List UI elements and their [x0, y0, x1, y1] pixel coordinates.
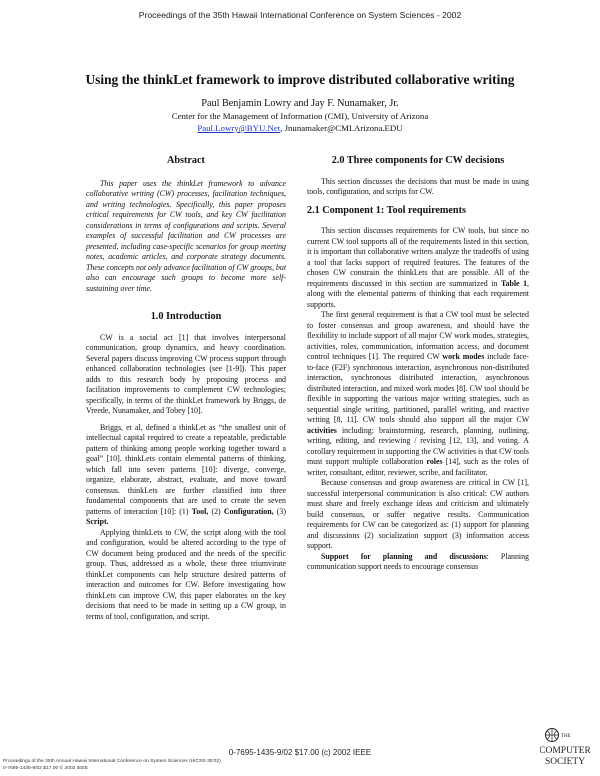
section-2-1-paragraph-1: This section discusses requirements for CW tools, but since no current CW tool supports all of the requirements listed in this section, it is important that collaborative writers analyze the tradeoffs of using a tool that lacks support of required features. The features of the chosen CW constrain the thinkLets that are possible. All of the requirements discussed in this section are summarized in Table 1, along with the elemental patterns of thinking that each requirement supports.	[307, 226, 530, 309]
term-script: Script.	[86, 517, 109, 526]
section-2-heading: 2.0 Three components for CW decisions	[331, 155, 505, 166]
authors: Paul Benjamin Lowry and Jay F. Nunamaker, Jr.	[201, 98, 399, 109]
footer-line-1: Proceedings of the 35th Annual Hawaii International Conference on System Sciences (HICSS-35’02)	[3, 759, 221, 764]
intro-heading: 1.0 Introduction	[150, 311, 222, 322]
term-configuration: Configuration,	[223, 506, 274, 516]
logo-computer: COMPUTER	[540, 746, 590, 756]
footer-copyright: 0-7695-1435-9/02 $17.00 (c) 2002 IEEE	[228, 748, 372, 757]
email-separator: ,	[280, 123, 285, 133]
section-2-paragraph-1: This section discusses the decisions that must be made in using tools, configuration, and scripts for CW.	[307, 176, 529, 196]
term-work-modes: work modes	[442, 352, 485, 361]
logo-the: THE	[561, 734, 571, 739]
footer-line-2: 0-7695-1435-9/02 $17.00 © 2002 IEEE	[3, 765, 88, 771]
section-2-1-paragraph-3: Because consensus and group awareness are critical in CW [1], successful interpersonal communication is also critical: CW authors must share and freely exchange ideas and criticism and ultimately build consensus, or suffer negative results. Communication requirements for CW can be categorized as: (1) support for planning and discussions (2) socialization support (3) information access support.	[307, 478, 529, 550]
abstract-text: This paper uses the thinkLet framework to advance collaborative writing (CW) processes, facilitation techniques, and writing technologies. Specifically, this paper proposes critical requirements for CW tools, and key CW facilitation considerations in terms of configurations and scripts. Several examples of successful facilitation and CW processes are presented, including case-specific scenarios for group meeting notes, academic articles, and corporate strategy documents. These concepts not only advance facilitation of CW groups, but also can encourage such groups to become more self-sustaining over time.	[86, 178, 287, 293]
section-2-1-paragraph-2: The first general requirement is that a CW tool must be selected to foster consensus and group awareness, and should have the flexibility to include support of all major CW work modes, strategies, activities, roles, communication, information access, and document control techniques [1]. The required CW work modes include face-to-face (F2F) synchronous interaction, asynchronous non-distributed interaction, synchronous distributed interaction, asynchronous distributed interaction, and mixed work modes [8]. CW tool should be flexible in supporting the various major writing strategies, such as sequential single writing, partitioned, parallel writing, and reactive writing [8, 11]. CW tools should also support all the major CW activities including: brainstorming, research, planning, outlining, writing, editing, and reviewing / revising [12, 13], and voting. A corollary requirement in supporting the CW activities is that CW tools must support multiple collaboration roles [14], such as the roles of writer, consultant, editor, reviewer, scribe, and facilitator.	[307, 310, 529, 477]
logo-society: SOCIETY	[544, 757, 586, 767]
subsection-2-1-heading: 2.1 Component 1: Tool requirements	[307, 204, 466, 216]
affiliation: Center for the Management of Information (CMI), University of Arizona	[171, 111, 429, 121]
email-link-lowry[interactable]: Paul.Lowry@BYU.Net	[197, 123, 281, 133]
term-activities: activities	[307, 425, 337, 435]
footer-proceedings	[3, 759, 221, 772]
term-planning-support: Support for planning and discussions	[321, 551, 487, 561]
paper-title: Using the thinkLet framework to improve distributed collaborative writing	[85, 72, 515, 87]
section-2-1-paragraph-4: Support for planning and discussions: Planning communication support needs to encourage consensus	[307, 551, 529, 571]
computer-society-logo	[540, 726, 590, 770]
table-1-reference: Table 1	[500, 278, 528, 288]
term-roles: roles	[426, 457, 443, 466]
intro-paragraph-1: CW is a social act [1] that involves interpersonal communication, group dynamics, and heavy coordination. Several papers discuss improving CW process support through enhanced collaboration technologies (see [1-9]). This paper adds to this research body by proposing process and facilitation improvements to complement CW technologies; specifically, in terms of the thinkLet framework by Briggs, de Vreede, Nunamaker, and Tobey [10].	[86, 332, 286, 415]
intro-paragraph-3: Applying thinkLets to CW, the script along with the tool and configuration, would be altered according to the type of CW document being produced and the needs of the specific group. Thus, addressed as a whole, these three triumvirate thinkLet components can help structure desired patterns of interaction and outcomes for CW. Before investigating how thinkLets can improve CW, this paper elaborates on the key decisions that need to be made in setting up a CW group, in terms of tool, configuration, and script.	[86, 527, 286, 621]
abstract-heading: Abstract	[167, 155, 205, 166]
left-column	[86, 156, 286, 622]
running-header: Proceedings of the 35th Hawaii International Conference on System Sciences - 2002	[138, 10, 462, 20]
email-nunamaker: Jnunamaker@CMI.Arizona.EDU	[284, 123, 403, 133]
right-column	[307, 156, 529, 573]
computer-society-logo-icon	[540, 726, 590, 770]
intro-paragraph-2: Briggs, et al, defined a thinkLet as “the smallest unit of intellectual capital required to create a repeatable, predictable pattern of thinking among people working together toward a goal” [10]. thinkLets contain elemental patterns of thinking, which fall into seven patterns [10]: diverge, converge, organize, elaborate, abstract, evaluate, and move toward consensus. thinkLets are further classified into three fundamental components that are used to create the seven patterns of interaction [10]: (1) Tool, (2) Configuration, (3) Script.	[86, 422, 286, 526]
term-tool: Tool,	[191, 506, 209, 516]
author-emails	[0, 123, 600, 133]
